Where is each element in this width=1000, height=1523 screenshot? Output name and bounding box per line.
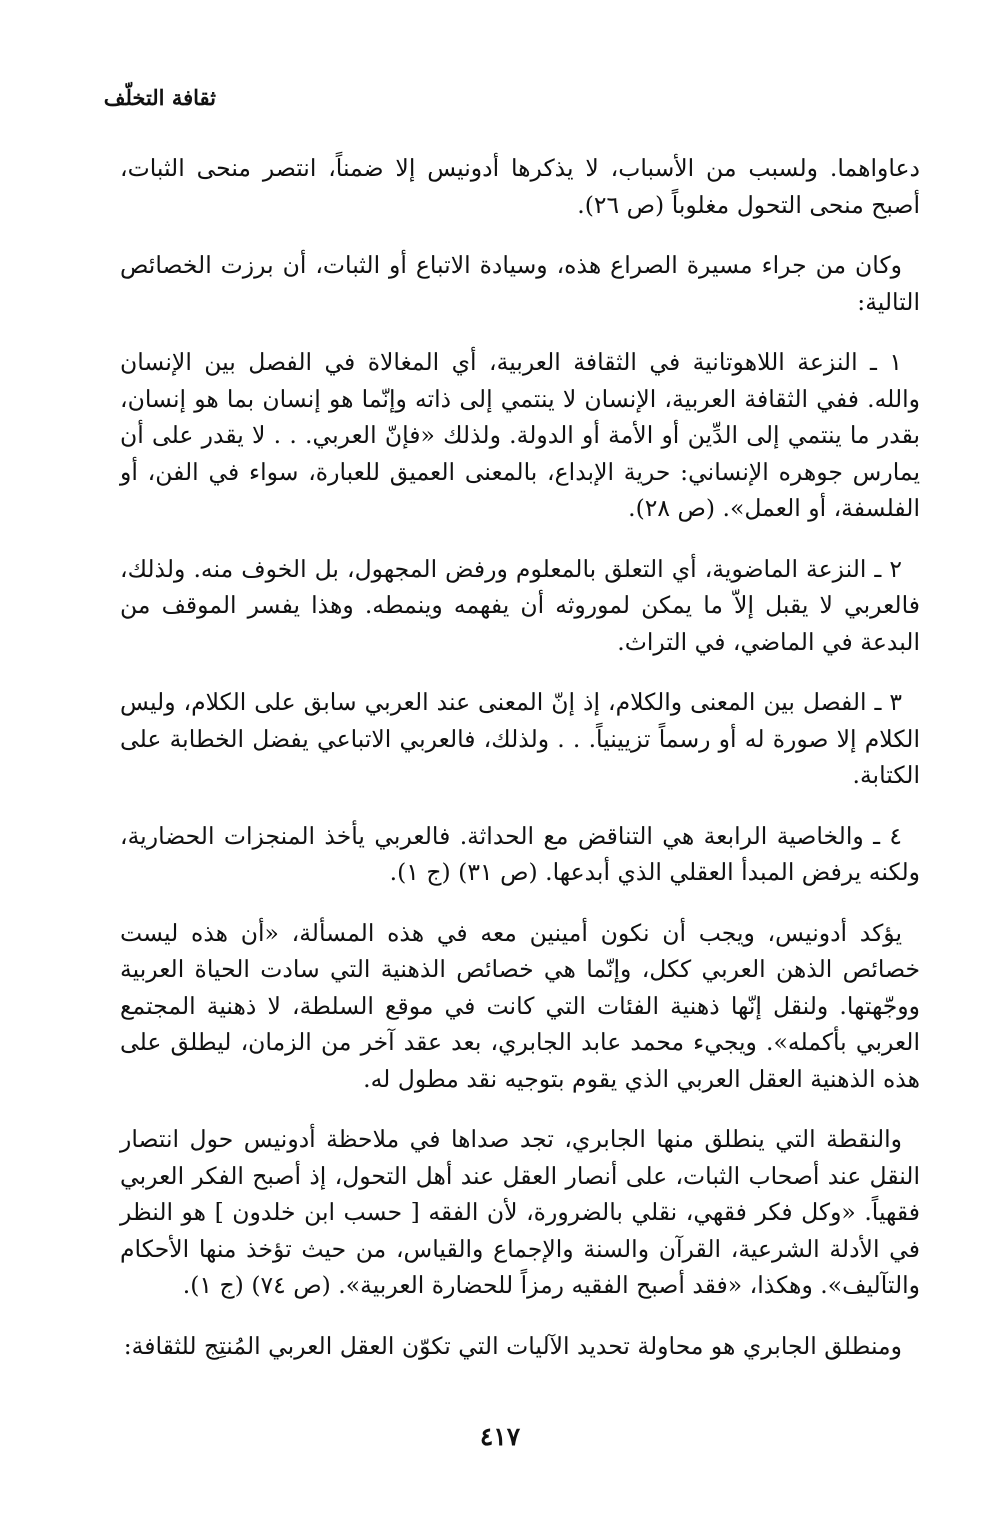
paragraph: والنقطة التي ينطلق منها الجابري، تجد صداها في ملاحظة أدونيس حول انتصار النقل عند أصحاب الثبات، على أنصار العقل عند أهل التحول، إذ أصبح الفكر العربي فقهياً. «وكل فكر فقهي، نقلي بالضرورة، لأن الفقه [ حسب ابن خلدون ] هو النظر في الأدلة الشرعية، القرآن والسنة والإجماع والقياس، من حيث تؤخذ منها الأحكام والتآليف». وهكذا، «فقد أصبح الفقيه رمزاً للحضارة العربية». (ص ٧٤) (ج ١). <box>120 1125 920 1299</box>
page-number: ٤١٧ <box>479 1422 521 1451</box>
paragraph: دعاواهما. ولسبب من الأسباب، لا يذكرها أدونيس إلا ضمناً، انتصر منحى الثبات، أصبح منحى التحول مغلوباً (ص ٢٦). <box>120 154 920 219</box>
paragraph: يؤكد أدونيس، ويجب أن نكون أمينين معه في هذه المسألة، «أن هذه ليست خصائص الذهن العربي ككل، وإنّما هي خصائص الذهنية التي سادت الحياة العربية ووجّهتها. ولنقل إنّها ذهنية الفئات التي كانت في موقع السلطة، لا ذهنية المجتمع العربي بأكمله». ويجيء محمد عابد الجابري، بعد عقد آخر من الزمان، ليطلق على هذه الذهنية العقل العربي الذي يقوم بتوجيه نقد مطول له. <box>120 918 920 1093</box>
paragraph: ومنطلق الجابري هو محاولة تحديد الآليات التي تكوّن العقل العربي المُنتِج للثقافة: <box>123 1331 902 1360</box>
list-item: ٤ ـ والخاصية الرابعة هي التناقض مع الحداثة. فالعربي يأخذ المنجزات الحضارية، ولكنه يرفض المبدأ العقلي الذي أبدعها. (ص ٣١) (ج ١). <box>120 821 920 886</box>
body-text <box>120 150 920 1388</box>
running-title: ثقافة التخلّف <box>103 85 216 110</box>
list-item: ٢ ـ النزعة الماضوية، أي التعلق بالمعلوم ورفض المجهول، بل الخوف منه. ولذلك، فالعربي لا يقبل إلاّ ما يمكن لموروثه أن يفهمه وينمطه. وهذا يفسر الموقف من البدعة في الماضي، في التراث. <box>120 554 920 656</box>
list-item: ١ ـ النزعة اللاهوتانية في الثقافة العربية، أي المغالاة في الفصل بين الإنسان والله. ففي الثقافة العربية، الإنسان لا ينتمي إلى ذاته وإنّما هو إنسان بما هو إنسان، بقدر ما ينتمي إلى الدِّين أو الأمة أو الدولة. ولذلك «فإنّ العربي. . . لا يقدر على أن يمارس جوهره الإنساني: حرية الإبداع، بالمعنى العميق للعبارة، سواء في الفن، أو الفلسفة، أو العمل». (ص ٢٨). <box>120 348 920 522</box>
list-item: ٣ ـ الفصل بين المعنى والكلام، إذ إنّ المعنى عند العربي سابق على الكلام، وليس الكلام إلا صورة له أو رسماً تزيينياً. . . ولذلك، فالعربي الاتباعي يفضل الخطابة على الكتابة. <box>120 688 920 789</box>
paragraph: وكان من جراء مسيرة الصراع هذه، وسيادة الاتباع أو الثبات، أن برزت الخصائص التالية: <box>120 251 920 316</box>
